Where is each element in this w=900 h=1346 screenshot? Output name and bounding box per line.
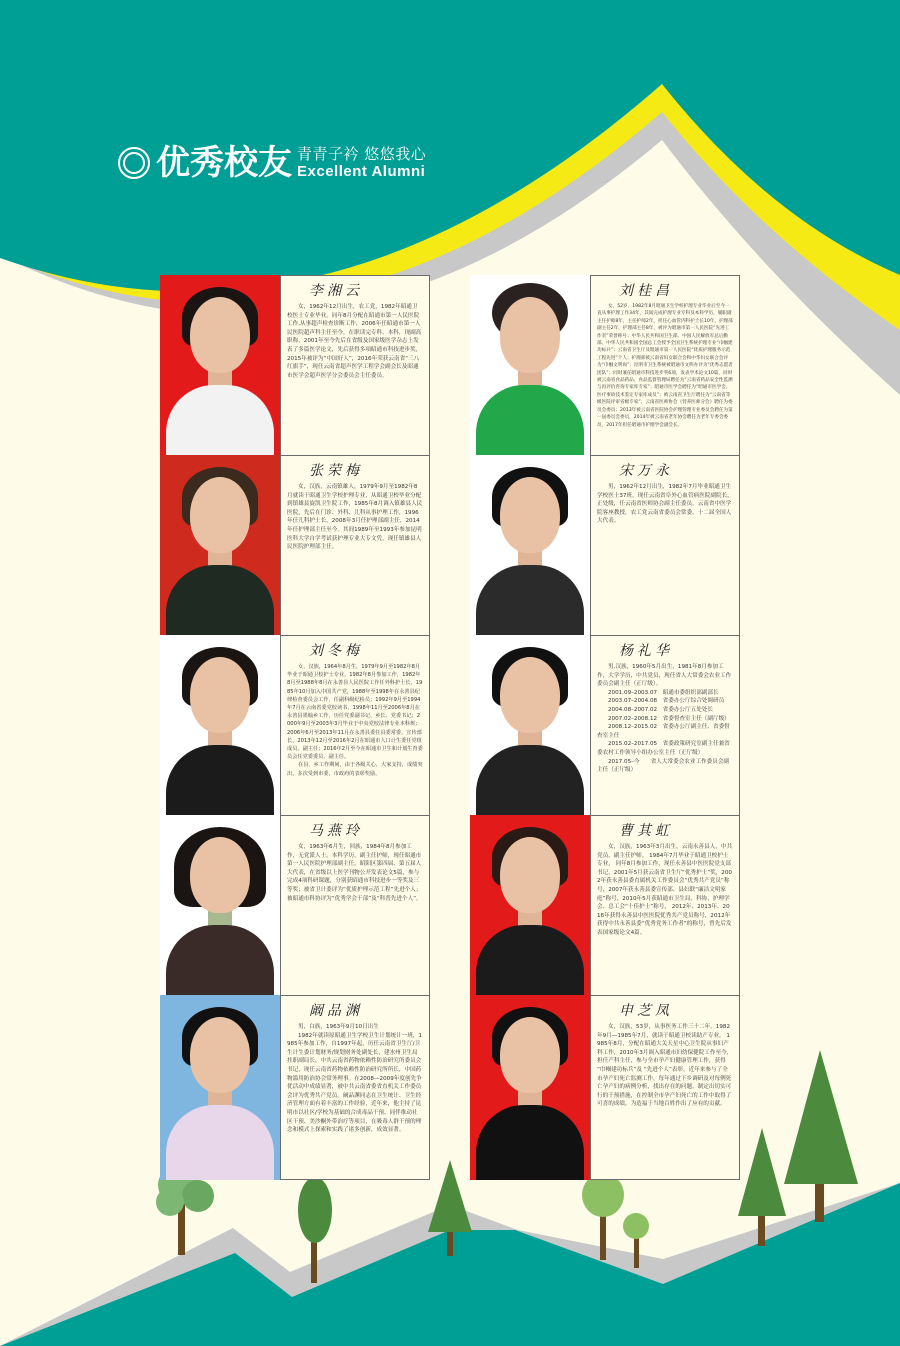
alumni-photo [160,275,280,460]
bio-text: 女，52岁，1982年8月昭通卫生学校护理专业毕业后至今一直从事护理工作34年，其间完成护理专业专科及本科学历，履职副主任护师8年，主任护师2年，担任心血管内科护士长10年，护理部副主任2年，护理部主任8年，被评为昭通市第一人民医院“先进工作者”荣誉称号；中华人民共和国卫生部、中国人民解放军总后勤部、中华人民共和国全国总工会授予全国卫生系统护理专业“巾帼建功标兵”；云南省卫生厅及昭通市第一人民医院“优质护理服务示范工程先进”个人；护理部被云南省妇女联合会和中华妇女联合会评为“巾帼文明岗”；昆明市卫生系统被昭通市文明办评为“优秀志愿者团队”；同时兼任昭通市科技进步奖6项，发表学术论文10篇，同时被云南省食品药品、食品监督管理局聘任为“云南省药品安全性监测与再评价咨询专家库专家”；昭通市医学会聘任为“昭通市医学会，医疗事故技术鉴定专家库成员”；被云南省卫生厅聘任为“云南省等级医院评审省级专家”；云南省医师协会《营养医师分会》聘任为委员会委员；2013年被云南省医院协会护理管理专业委员会聘任为第一届委员会委员，2014年被云南省老年协会聘任为老年专委会委员，2017年担任昭通市护理学会副会长。 [597,304,733,428]
alumni-name: 李湘云 [309,283,363,299]
bio-text: 在县、乡工作期间，由于各级关心，大家支持，成绩突出，多次受到市委、市政府的表彰奖励。 [287,762,423,777]
title-slogan: 青青子衿 悠悠我心 [297,145,427,163]
alumni-card [160,455,430,640]
alumni-bio [280,635,430,820]
alumni-name: 刘桂昌 [619,283,673,299]
bio-text: 女，汉族，云南镇雄人，1979年9月至1982年8月就读于昭通卫生学校护理专业，从昭通卫校毕业分配到镇雄县旋凯卫生院工作，1985年8月调入镇雄县人民医院，先后在门诊、外科、儿科从事护理工作，1996年任儿科护士长，2008年3月任护理部副主任，2014年任护理部主任至今。其间1989年至1993年参加昆明医科大学自学考试获护理专业大专文凭，现任镇雄县人民医院护理部主任。 [287,484,423,551]
alumni-name: 刘冬梅 [309,643,363,659]
alumni-photo [470,455,590,640]
alumni-name: 曹其虹 [619,823,673,839]
alumni-card [160,635,430,820]
bio-text: 男,汉族，1960年5月出生，1981年8月参加工作，大学学历，中共党员，现任省人大常委会农业工作委员会副主任（正厅级）。 [597,664,732,688]
alumni-card [160,995,430,1180]
alumni-photo [160,455,280,640]
alumni-card [160,815,430,1000]
career-entry: 2003.07–2004.08 省委办公厅综合处调研员 [608,698,725,705]
title-subtext [297,145,426,181]
bio-text: 男，白族，1963年9月10日出生 [298,1024,379,1030]
alumni-card [470,995,740,1180]
section-header [118,143,426,183]
alumni-bio [590,275,740,460]
alumni-bio [590,455,740,640]
alumni-card [470,455,740,640]
tree-pine-3 [784,1050,858,1222]
alumni-bio [590,995,740,1180]
double-circle-icon [118,147,150,179]
bio-text: 男，1962年12月出生，1982年7月毕业昭通卫生学校医士37班，现任云南省阜外心血管病医院副院长，正处级，任云南省医师协会副主任委员，云南省中医学院客座教授，农工党云南省委员会常委，十二届全国人大代表。 [597,484,733,525]
career-entry: 2001.09–2003.07 昭通市委组织部副部长 [608,689,719,696]
alumni-photo [160,635,280,820]
bio-text: 1982年就读原昭通卫生学校卫生计划统计一班，1985年参加工作，自1997年起，历任云南省卫生厅/卫生计生委计划财务/规划财务处副处长，建水州卫生局挂职副局长，中共云南省药物依赖性防治研究所委员会书记，现任云南省药物依赖性防治研究所所长，中国药物滥用防治协会常务理事。在2008—2009年度创先争优活动中成绩显著，被中共云南省委省直机关工作委员会评为优秀共产党员。阚品渊同志在卫生统计、卫生经济管理方面有着丰富的工作经验，近年来，他主持了昆明市以社区/学校为基础的合成毒品干预、同伴推动社区干预、美沙酮外带治疗等项目，在吸毒人群干预的理念和模式上探索和实践了诸多创新，成效显著。 [287,1032,423,1134]
alumni-bio [280,275,430,460]
alumni-name: 杨礼华 [619,643,673,659]
title-english: Excellent Alumni [297,163,426,180]
alumni-photo [470,275,590,460]
alumni-photo [470,995,590,1180]
alumni-photo [160,995,280,1180]
career-entry: 2008.12–2015.02 省委办公厅副主任、省委督查室主任 [597,724,730,739]
alumni-card [470,635,740,820]
alumni-bio [280,995,430,1180]
alumni-card [160,275,430,460]
bio-text: 女，汉族，1963年3月出生，云南永善县人，中共党员，副主任护师。 1984年7月毕业于昭通卫校护士专业， 同年8月参加工作，现任永善县中医医院党支部书记，2001年5月获云南省卫生厅“优秀护士”奖，2002年获永善县委直属机关工作委员会“优秀共产党员”称号，2007年获永善县委宣传部、县妇联“廉洁文明家庭”称号，2010年5月获昭通市卫生局、科协、护理学会、总工会“十佳护士”称号， 2012年、2013年、2016年获得永善县中医医院优秀共产党员称号，2012年获得中共永善县委“优秀党务工作者”的称号，曾先后发表国家级论文4篇。 [597,844,733,936]
alumni-name: 马燕玲 [309,823,363,839]
alumni-name: 阚品渊 [309,1003,363,1019]
alumni-bio [590,815,740,1000]
bio-text: 女，1963年6月生，回族，1984年8月参加工作，无党派人士，本科学历，副主任护师，现任昭通市第一人民医院护理部副主任，昭阳区第四届、第五届人大代表，在省级以上医学刊物公开发表论文5篇，参与完成4项科研课题，分别获昭通市科技进步一等奖及三等奖；被省卫计委评为“优质护理示范工程”先进个人；被昭通市科协评为“优秀学会干部”及“科普先进个人”。 [287,844,422,902]
alumni-name: 申芝凤 [619,1003,673,1019]
alumni-card [470,815,740,1000]
alumni-name: 宋万永 [619,463,673,479]
page-title: 优秀校友 [156,143,292,183]
career-entry: 2004.08–2007.02 省委办公厅五处处长 [608,706,713,713]
bio-text: 女，1962年12月出生，农工党，1982年昭通卫校医士专业毕业，同年8月分配在昭通市第一人民医院工作,从事超声检查诊断工作，2006年任昭通市第一人民医院超声科主任至今，在职读完专科、本科，现副高职称，2001年至今先后在省级及国家级医学杂志上发表了多篇医学论文，先后获得多项昭通市科技进步奖，2015年被评为“中国好人”，2016年荣获云南省“三八红旗手”，现任云南省超声医学工程学会副会长及昭通市医学会超声医学分会委员会主任委员。 [287,304,422,379]
career-entry: 2015.02–2017.05 省委政策研究室副主任兼省委农村工作领导小组办公室主任（正厅级） [597,741,730,756]
alumni-name: 张荣梅 [309,463,363,479]
alumni-photo [160,815,280,1000]
career-entry: 2017.05–今 省人大常委会农业工作委员会副主任（正厅级） [597,758,730,774]
alumni-bio [590,635,740,820]
alumni-photo [470,815,590,1000]
alumni-bio [280,455,430,640]
alumni-photo [470,635,590,820]
alumni-bio [280,815,430,1000]
career-entry: 2007.02–2008.12 省委督查室主任（副厅级） [608,715,730,722]
bio-text: 女，汉族，53岁，从事医务工作三十二年。1982年9月—1985年7月，就读于昭通卫校读助产专业。 1985年8月，分配在昭通大关天星中心卫生院从事妇产科工作，2010年3月调入昭通市妇幼保健院工作至今，担任产科主任，参与全市孕产妇健康管理工作，获得 “巾帼建功标兵”及 “先进个人”表彰。近年来参与了全市孕产妇死亡监测工作，每年通过下乡调研及对每例死亡孕产妇的病例分析，找出存在的问题，制定出切实可行的干预措施，在控制全市孕产妇死亡的工作中取得了可喜的成绩，为造福于当地百姓作出了应有的贡献。 [597,1024,733,1108]
alumni-card [470,275,740,460]
bio-text: 女，汉族，1964年8月生，1979年9月至1982年8月毕业于昭通卫校护士专业，1982年8月参加工作，1982年8月至1988年8月在永善县人民医院工作任外科护士长，1985年10月加入中国共产党，1988年至1998年在永善县纪律检查委员会工作，任副科级纪检员；1992年9月至1994年7月在云南省委党校读书，1998年11月至2006年8月在永善县墨翰乡工作，历任党委副书记、乡长、党委书记；2000年9月至2003年3月毕业于中央党校法律专业本科班；2006年6月至2013年11月在永善县委任县委常委、宣传部长，2013年12月至2016年2月在昭通市人口计生委任党组成员、副主任；2016年2月至今在昭通市卫生和计划生育委员会任党委委员、副主任。 [287,664,423,761]
